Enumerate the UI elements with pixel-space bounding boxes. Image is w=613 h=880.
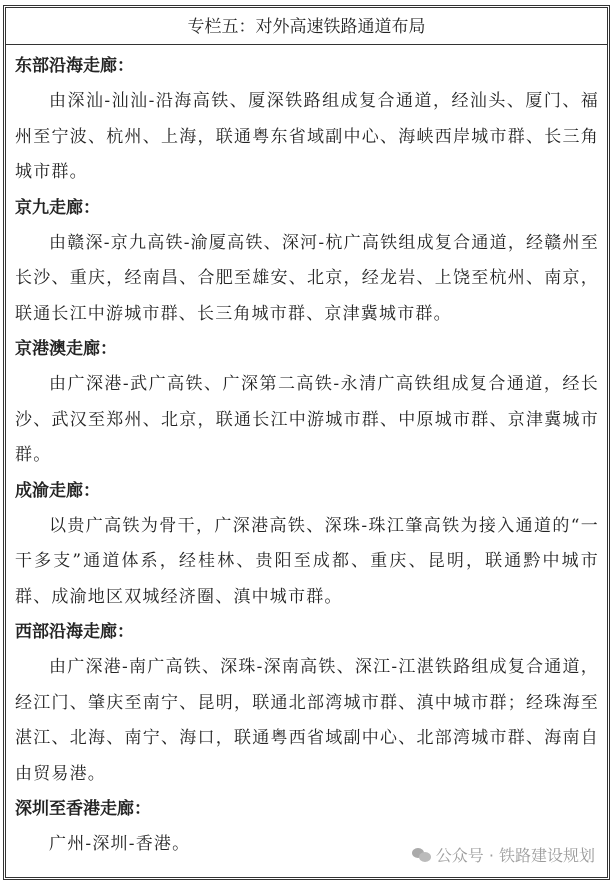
section-body: 由广深港-武广高铁、广深第二高铁-永清广高铁组成复合通道，经长沙、武汉至郑州、北京，联通长江中游城市群、中原城市群、京津冀城市群。 [15, 374, 599, 465]
watermark [412, 843, 595, 866]
section-heading: 深圳至香港走廊： [15, 799, 151, 819]
section-body: 广州-深圳-香港。 [49, 834, 191, 854]
column-content [6, 45, 607, 863]
watermark-text: 公众号 · 铁路建设规划 [435, 846, 595, 865]
section-heading: 京港澳走廊： [15, 339, 117, 359]
section-heading: 京九走廊： [15, 197, 100, 218]
section-body: 由广深港-南广高铁、深珠-深南高铁、深江-江湛铁路组成复合通道，经江门、肇庆至南宁、昆明，联通北部湾城市群、滇中城市群；经珠海至湛江、北海、南宁、海口，联通粤西省域副中心、北部湾城市群、海南自由贸易港。 [15, 657, 599, 784]
section-body: 由赣深-京九高铁-渝厦高铁、深河-杭广高铁组成复合通道，经赣州至长沙、重庆，经南昌、合肥至雄安、北京，经龙岩、上饶至杭州、南京，联通长江中游城市群、长三角城市群、京津冀城市群。 [15, 232, 599, 324]
section-heading: 成渝走廊： [15, 480, 100, 501]
column-box [3, 5, 610, 880]
section-heading: 西部沿海走廊： [15, 622, 134, 642]
section-heading: 东部沿海走廊： [15, 56, 134, 76]
column-title: 专栏五：对外高速铁路通道布局 [6, 8, 607, 45]
wechat-icon [412, 847, 432, 863]
section-body: 由深汕-汕汕-沿海高铁、厦深铁路组成复合通道，经汕头、厦门、福州至宁波、杭州、上海，联通粤东省域副中心、海峡西岸城市群、长三角城市群。 [15, 91, 599, 182]
section-body: 以贵广高铁为骨干，广深港高铁、深珠-珠江肇高铁为接入通道的“一干多支”通道体系，经桂林、贵阳至成都、重庆、昆明，联通黔中城市群、成渝地区双城经济圈、滇中城市群。 [15, 515, 599, 607]
